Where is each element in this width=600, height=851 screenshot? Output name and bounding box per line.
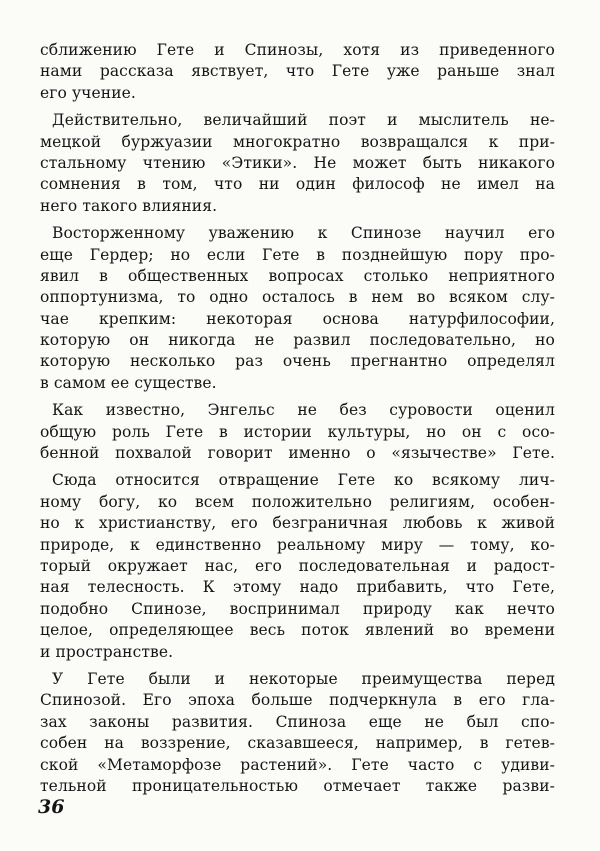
text-line: нами рассказа явствует, что Гете уже раньше знал (40, 62, 555, 81)
text-line: Как известно, Энгельс не без суровости оценил (52, 401, 555, 420)
text-line: сомнения в том, что ни один философ не имел на (40, 175, 555, 194)
body-text (40, 40, 555, 797)
paragraph (40, 223, 555, 394)
text-line: оппортунизма, то одно осталось в нем во всяком слу- (40, 288, 555, 307)
text-line: собен на воззрение, сказавшееся, например, в гетев- (40, 734, 555, 753)
page-number: 36 (38, 796, 65, 818)
text-line: Действительно, величайший поэт и мыслитель не- (52, 111, 555, 130)
text-line: бенной похвалой говорит именно о «язычестве» Гете. (40, 444, 555, 463)
text-line: Сюда относится отвращение Гете ко всякому лич- (52, 471, 555, 490)
text-line: которую он никогда не развил последовательно, но (40, 331, 555, 350)
text-line: которую несколько раз очень прегнантно определял (40, 352, 555, 371)
paragraph (40, 669, 555, 797)
text-line: мецкой буржуазии многократно возвращался к при- (40, 132, 555, 151)
text-line: но к христианству, его безграничная любовь к живой (40, 514, 555, 533)
text-line: в самом ее существе. (40, 373, 217, 392)
paragraph (40, 40, 555, 104)
paragraph (40, 470, 555, 663)
text-line: ная телесность. К этому надо прибавить, что Гете, (40, 578, 555, 597)
text-line: сближению Гете и Спинозы, хотя из приведенного (40, 41, 555, 59)
text-line: природе, к единственно реальному миру — тому, ко- (40, 535, 555, 554)
text-line: явил в общественных вопросах столько неприятного (40, 266, 555, 285)
paragraph (40, 110, 555, 217)
text-line: торый окружает нас, его последовательная и радост- (40, 556, 555, 575)
text-line: тельной проницательностью отмечает также разви- (40, 776, 555, 795)
text-line: еще Гердер; но если Гете в позднейшую пору про- (40, 245, 555, 264)
text-line: общую роль Гете в истории культуры, но он с осо- (40, 422, 555, 441)
text-line: стальному чтению «Этики». Не может быть никакого (40, 153, 555, 172)
text-line: него такого влияния. (40, 196, 218, 215)
text-line: зах законы развития. Спиноза еще не был спо- (40, 712, 555, 731)
text-line: целое, определяющее весь поток явлений во времени (40, 621, 555, 640)
text-line: У Гете были и некоторые преимущества перед (52, 669, 555, 688)
text-line: ской «Метаморфозе растений». Гете часто с удиви- (40, 755, 555, 774)
text-line: Восторженному уважению к Спинозе научил его (52, 224, 555, 243)
text-line: и пространстве. (40, 642, 174, 661)
text-line: ному богу, ко всем положительно религиям, особен- (40, 492, 555, 511)
text-line: чае крепким: некоторая основа натурфилософии, (40, 309, 555, 328)
paragraph (40, 400, 555, 464)
text-line: Спинозой. Его эпоха больше подчеркнула в его гла- (40, 691, 555, 710)
text-line: подобно Спинозе, воспринимал природу как нечто (40, 599, 555, 618)
text-line: его учение. (40, 83, 136, 102)
